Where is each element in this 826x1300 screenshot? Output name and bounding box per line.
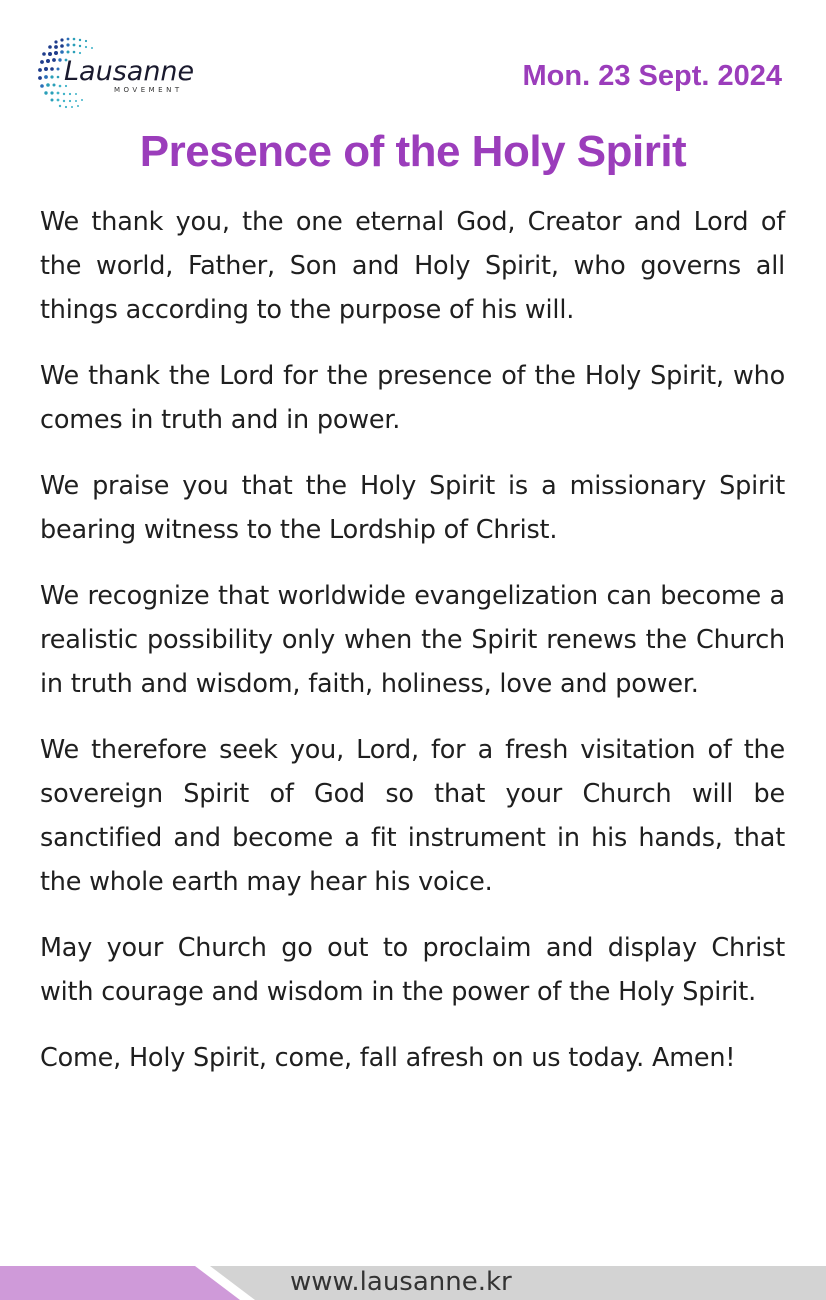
lausanne-logo <box>34 32 214 112</box>
footer-bar <box>0 1266 826 1300</box>
paragraph: We therefore seek you, Lord, for a fresh visitation of the sovereign Spirit of God so that your Church will be sanctified and become a fit instrument in his hands, that the whole earth may hear his voice. <box>40 735 785 897</box>
paragraph: We recognize that worldwide evangelization can become a realistic possibility only when the Spirit renews the Church in truth and wisdom, faith, holiness, love and power. <box>40 581 785 699</box>
paragraph: We praise you that the Holy Spirit is a missionary Spirit bearing witness to the Lordship of Christ. <box>40 471 785 545</box>
paragraph: Come, Holy Spirit, come, fall afresh on us today. Amen! <box>40 1043 736 1073</box>
paragraph: We thank you, the one eternal God, Creator and Lord of the world, Father, Son and Holy Spirit, who governs all things according to the purpose of his will. <box>40 207 785 325</box>
lausanne-logo-mark <box>34 32 214 112</box>
date-label: Mon. 23 Sept. 2024 <box>522 60 782 92</box>
paragraph: We thank the Lord for the presence of the Holy Spirit, who comes in truth and in power. <box>40 361 785 435</box>
page-title: Presence of the Holy Spirit <box>139 127 687 176</box>
paragraph: May your Church go out to proclaim and display Christ with courage and wisdom in the power of the Holy Spirit. <box>40 933 785 1007</box>
prayer-body <box>40 200 785 1102</box>
footer-website-link[interactable]: www.lausanne.kr <box>290 1267 512 1297</box>
logo-subtext: MOVEMENT <box>114 86 183 94</box>
logo-wordmark: Lausanne <box>64 56 195 87</box>
